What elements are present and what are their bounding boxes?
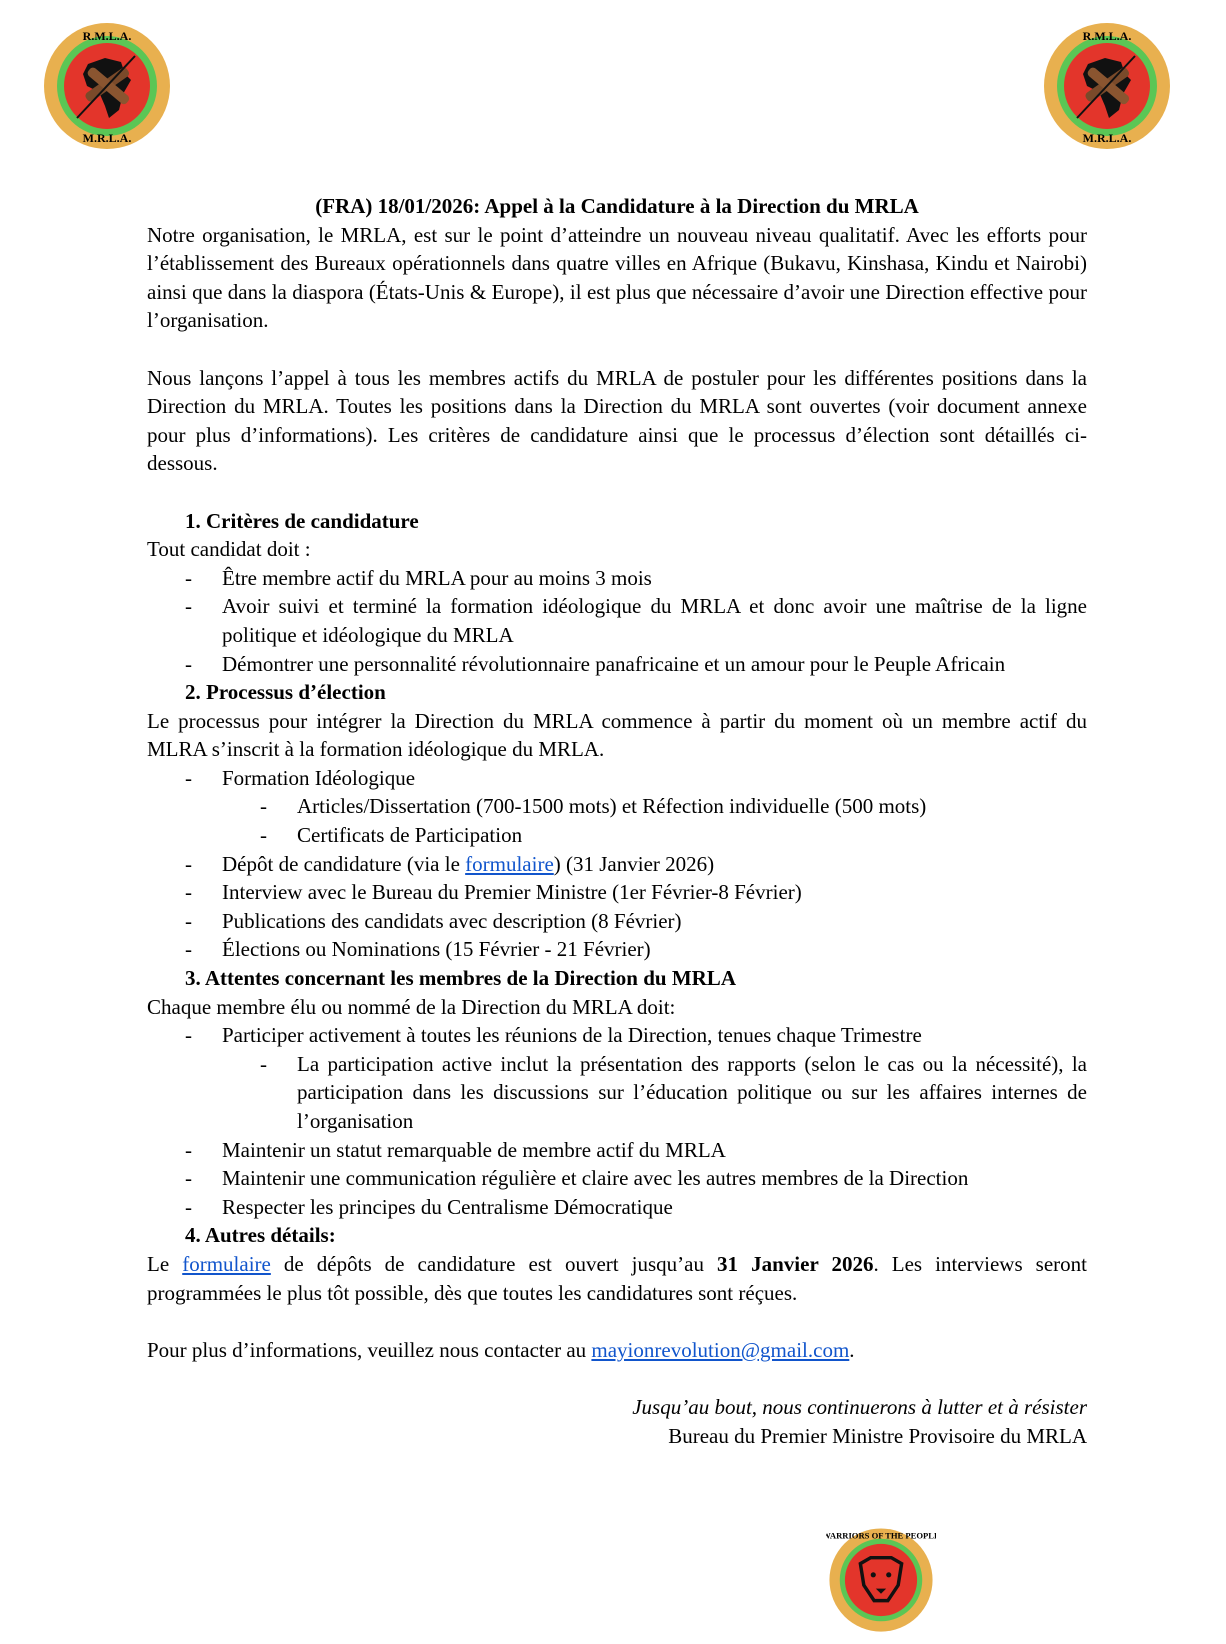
sub-list-item: - Certificats de Participation [147,821,1087,850]
list-item: - Maintenir un statut remarquable de membre actif du MRLA [147,1136,1087,1165]
list-item: - Démontrer une personnalité révolutionnaire panafricaine et un amour pour le Peuple Africain [147,650,1087,679]
list-item: - Être membre actif du MRLA pour au moins 3 mois [147,564,1087,593]
formulaire-link[interactable]: formulaire [465,851,554,876]
signature-office: Bureau du Premier Ministre Provisoire du MRLA [668,1423,1087,1448]
text: Le [147,1251,183,1276]
warriors-of-the-people-logo [826,1525,936,1635]
text: . [849,1337,855,1362]
list-item: - Respecter les principes du Centralisme Démocratique [147,1193,1087,1222]
text: ) (31 Janvier 2026) [553,851,715,876]
document-body [147,192,1087,1450]
list-item: - Interview avec le Bureau du Premier Ministre (1er Février-8 Février) [147,878,1087,907]
section-heading: 1. Critères de candidature [185,508,419,533]
list-item: - Formation Idéologique [147,764,1087,793]
signature-motto: Jusqu’au bout, nous continuerons à lutter et à résister [632,1394,1087,1419]
svg-text:M.R.L.A.: M.R.L.A. [1082,131,1132,145]
list-item: - Participer activement à toutes les réunions de la Direction, tenues chaque Trimestre [147,1021,1087,1050]
list-item: - Publications des candidats avec description (8 Février) [147,907,1087,936]
intro-paragraph: Nous lançons l’appel à tous les membres actifs du MRLA de postuler pour les différentes positions dans la Direction du MRLA. Toutes les positions dans la Direction du MRLA sont ouvertes (voir document annexe pour plus d’informations). Les critères de candidature ainsi que le processus d’élection sont détaillés ci-dessous. [147,365,1087,476]
list-item: - Avoir suivi et terminé la formation idéologique du MRLA et donc avoir une maîtrise de la ligne politique et idéologique du MRLA [147,592,1087,649]
section-lead: Chaque membre élu ou nommé de la Direction du MRLA doit: [147,994,676,1019]
text: de dépôts de candidature est ouvert jusqu’au [270,1251,718,1276]
mrla-logo-right [1043,22,1171,150]
list-item: - Maintenir une communication régulière et claire avec les autres membres de la Direction [147,1164,1087,1193]
section-heading: 3. Attentes concernant les membres de la Direction du MRLA [185,966,736,991]
document-title: (FRA) 18/01/2026: Appel à la Candidature à la Direction du MRLA [315,194,919,218]
intro-paragraph: Notre organisation, le MRLA, est sur le point d’atteindre un nouveau niveau qualitatif. Avec les efforts pour l’établissement des Bureaux opérationnels dans quatre villes en Afrique (Bukavu, Kinshasa, Kindu et Nairobi) ainsi que dans la diaspora (États-Unis & Europe), il est plus que nécessaire d’avoir une Direction effective pour l’organisation. [147,222,1087,333]
section-lead: Le processus pour intégrer la Direction du MRLA commence à partir du moment où un membre actif du MLRA s’inscrit à la formation idéologique du MRLA. [147,708,1087,762]
svg-text:M.R.L.A.: M.R.L.A. [82,131,132,145]
svg-text:R.M.L.A.: R.M.L.A. [1082,29,1132,43]
list-item [147,850,1087,879]
svg-text:R.M.L.A.: R.M.L.A. [82,29,132,43]
svg-text:WARRIORS OF THE PEOPLE: WARRIORS OF THE PEOPLE [826,1530,936,1541]
mrla-logo-left [43,22,171,150]
formulaire-link[interactable]: formulaire [182,1251,271,1276]
section-heading: 4. Autres détails: [185,1223,336,1248]
list-item: - Élections ou Nominations (15 Février - 21 Février) [147,935,1087,964]
email-link[interactable]: mayionrevolution@gmail.com [591,1337,850,1362]
contact-paragraph [147,1336,1087,1365]
section-lead: Tout candidat doit : [147,537,311,562]
sub-list-item: - La participation active inclut la présentation des rapports (selon le cas ou la nécessité), la participation dans les discussions sur l’éducation politique ou sur les affaires internes de l’organisation [147,1050,1087,1136]
text: . Les interviews seront programmées le plus tôt possible, dès que toutes les candidatures sont réçues. [147,1251,1088,1305]
text: Dépôt de candidature (via le [222,851,466,876]
deadline: 31 Janvier 2026 [717,1251,874,1276]
sub-list-item: - Articles/Dissertation (700-1500 mots) et Réfection individuelle (500 mots) [147,792,1087,821]
text: Pour plus d’informations, veuillez nous contacter au [147,1337,592,1362]
section-heading: 2. Processus d’élection [185,680,386,705]
details-paragraph [147,1250,1087,1307]
